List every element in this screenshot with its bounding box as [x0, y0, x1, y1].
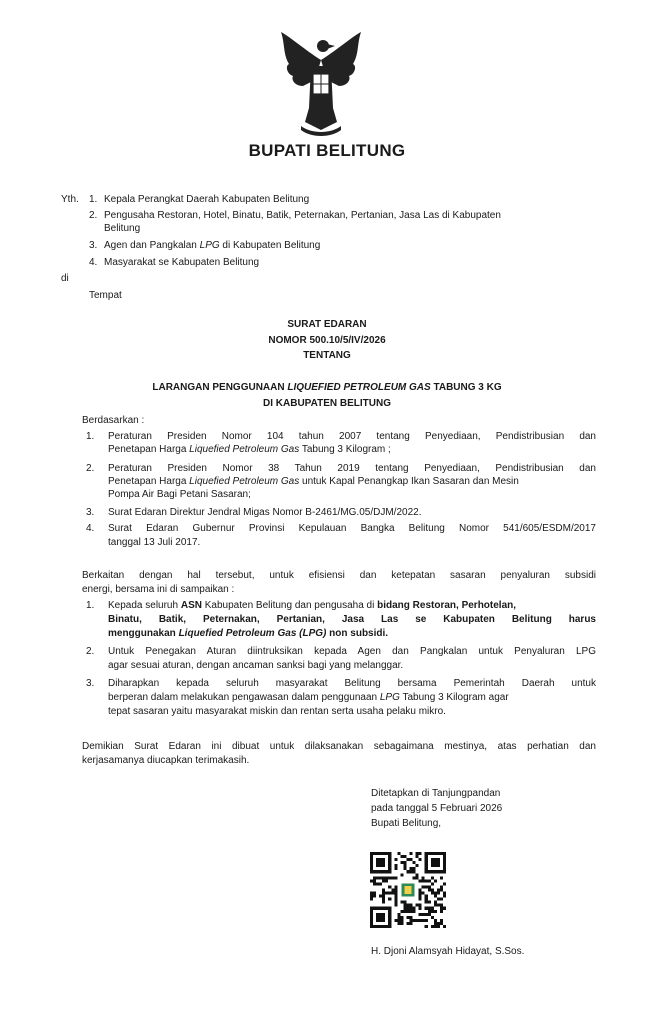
body-item: Diharapkan kepada seluruh masyarakat Belitung bersama Pemerintah Daerah untuk: [108, 678, 596, 689]
recipient-prefix: Yth.: [61, 194, 79, 205]
recipient-number: 4.: [89, 257, 98, 268]
recipient-place: Tempat: [89, 290, 122, 301]
body-item-cont: menggunakan Liquefied Petroleum Gas (LPG) non subsidi.: [108, 628, 389, 639]
signature-office: Bupati Belitung,: [371, 818, 442, 829]
body-intro: Berkaitan dengan hal tersebut, untuk efisiensi dan ketepatan sasaran penyaluran subsidi: [82, 570, 596, 581]
body-number: 3.: [86, 678, 95, 689]
recipient-number: 3.: [89, 240, 98, 251]
signature-date: pada tanggal 5 Februari 2026: [371, 803, 503, 814]
qr-code-signature-icon: [370, 852, 446, 928]
basis-item: Surat Edaran Direktur Jendral Migas Nomor B-2461/MG.05/DJM/2022.: [108, 507, 422, 518]
recipient-item: Pengusaha Restoran, Hotel, Binatu, Batik, Peternakan, Pertanian, Jasa Las di Kabupaten: [104, 210, 501, 221]
subject-line-2: DI KABUPATEN BELITUNG: [263, 398, 391, 409]
basis-number: 4.: [86, 523, 95, 534]
office-title: BUPATI BELITUNG: [248, 141, 406, 160]
doc-about: TENTANG: [303, 350, 351, 361]
recipient-number: 1.: [89, 194, 98, 205]
basis-item: Peraturan Presiden Nomor 104 tahun 2007 tentang Penyediaan, Pendistribusian dan: [108, 431, 596, 442]
basis-item-cont: tanggal 13 Juli 2017.: [108, 537, 201, 548]
closing-text: Demikian Surat Edaran ini dibuat untuk dilaksanakan sebagaimana mestinya, atas perhatian dan: [82, 741, 596, 752]
body-item: Untuk Penegakan Aturan diintruksikan kepada Agen dan Pangkalan untuk Penyaluran LPG: [108, 646, 596, 657]
recipient-item-cont: Belitung: [104, 223, 141, 234]
recipient-item: Agen dan Pangkalan LPG di Kabupaten Belitung: [104, 240, 321, 251]
closing-text-cont: kerjasamanya diucapkan terimakasih.: [82, 755, 250, 766]
recipient-number: 2.: [89, 210, 98, 221]
recipient-di: di: [61, 273, 69, 284]
basis-item-cont: Pompa Air Bagi Petani Sasaran;: [108, 489, 251, 500]
garuda-emblem-icon: [275, 30, 367, 138]
subject-line-1: LARANGAN PENGGUNAAN LIQUEFIED PETROLEUM GAS TABUNG 3 KG: [152, 382, 502, 393]
body-item-cont: Binatu, Batik, Peternakan, Pertanian, Jasa Las se Kabupaten Belitung harus: [108, 614, 596, 625]
basis-item-cont: Penetapan Harga Liquefied Petroleum Gas untuk Kapal Penangkap Ikan Sasaran dan Mesin: [108, 476, 519, 487]
body-item-cont: agar sesuai aturan, dengan ancaman sanksi bagi yang melanggar.: [108, 660, 404, 671]
recipient-item: Kepala Perangkat Daerah Kabupaten Belitung: [104, 194, 310, 205]
body-item-cont: berperan dalam melakukan pengawasan dalam penggunaan LPG Tabung 3 Kilogram agar: [108, 692, 509, 703]
body-intro-cont: energi, bersama ini di sampaikan :: [82, 584, 235, 595]
body-number: 1.: [86, 600, 95, 611]
basis-item: Peraturan Presiden Nomor 38 Tahun 2019 tentang Penyediaan, Pendistribusian dan: [108, 463, 596, 474]
body-item: Kepada seluruh ASN Kabupaten Belitung dan pengusaha di bidang Restoran, Perhotelan,: [108, 600, 517, 611]
basis-number: 2.: [86, 463, 95, 474]
signature-name: H. Djoni Alamsyah Hidayat, S.Sos.: [371, 946, 525, 957]
body-item-cont: tepat sasaran yaitu masyarakat miskin dan rentan serta usaha pelaku mikro.: [108, 706, 446, 717]
basis-number: 3.: [86, 507, 95, 518]
signature-place: Ditetapkan di Tanjungpandan: [371, 788, 501, 799]
basis-item: Surat Edaran Gubernur Provinsi Kepulauan Bangka Belitung Nomor 541/605/ESDM/2017: [108, 523, 596, 534]
doc-number: NOMOR 500.10/5/IV/2026: [268, 335, 386, 346]
doc-type: SURAT EDARAN: [287, 319, 367, 330]
body-number: 2.: [86, 646, 95, 657]
basis-intro: Berdasarkan :: [82, 415, 145, 426]
recipient-item: Masyarakat se Kabupaten Belitung: [104, 257, 260, 268]
basis-item-cont: Penetapan Harga Liquefied Petroleum Gas Tabung 3 Kilogram ;: [108, 444, 391, 455]
basis-number: 1.: [86, 431, 95, 442]
